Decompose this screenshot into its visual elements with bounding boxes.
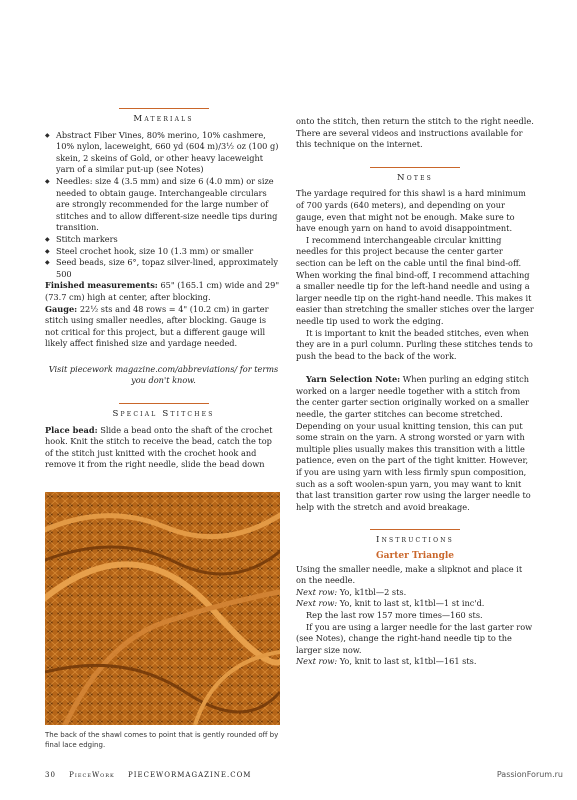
notes-paragraph: The yardage required for this shawl is a hard minimum of 700 yards (640 meters), and depending on your gauge, even that might not be enough. Make sure to have enough yarn on hand to avoid disappointment. (296, 188, 526, 234)
row-label: Next row: (296, 598, 338, 609)
finished-label: Finished measurements: (45, 280, 158, 291)
materials-item: ◆ Stitch markers (45, 234, 282, 246)
instructions-heading-block (296, 529, 534, 547)
place-bead-paragraph (45, 425, 282, 471)
notes-heading: Notes (397, 172, 433, 183)
yarn-note-label: Yarn Selection Note: (306, 374, 401, 385)
materials-list (45, 130, 282, 281)
materials-heading: Materials (133, 114, 194, 124)
notes-paragraph: It is important to knit the beaded stitches, even when they are in a purl column. Purling these stitches tends to push the bead to the back of the work. (296, 327, 533, 361)
row-text: Yo, knit to last st, k1tbl—1 st inc'd. (337, 598, 485, 609)
notes-paragraph: I recommend interchangeable circular knitting needles for this project because the center garter section can be left on the cable until the final bind-off. When working the final bind-off, I recommend attaching a smaller needle tip for the left-hand needle and using a larger needle tip on the right-hand needle. This makes it easier than stretching the smaller stiches over the larger needle tip used to work the edging. (296, 234, 534, 326)
row-text: Yo, k1tbl—2 sts. (337, 586, 407, 597)
magazine-name: PieceWork (69, 771, 115, 779)
place-bead-label: Place bead: (45, 424, 98, 435)
shawl-photo (45, 492, 280, 725)
instruction-row (296, 598, 534, 610)
special-stitches-heading-block (45, 403, 282, 421)
yarn-selection-note (296, 374, 534, 513)
heading-rule (370, 529, 460, 530)
instruction-paragraph: Using the smaller needle, make a slipknot and place it on the needle. (296, 563, 523, 586)
heading-rule (119, 403, 209, 404)
row-label: Next row: (296, 586, 338, 597)
instruction-row (296, 587, 534, 599)
yarn-note-text: When purling an edging stitch worked on a larger needle together with a stitch from the center garter section originally worked on a smaller needle, the garter stitches can become stretched. Depending on your usual knitting tension, this can put some strain on the yarn. A strong worsted or yarn with multiple plies usually makes this transition with a little patience, even on the part of the tight knitter. However, if you are using yarn with less firmly spun composition, such as a soft woolen-spun yarn, you may want to knit that last transition garter row using the larger needle to help with the stretch and avoid breakage. (296, 374, 531, 512)
page-footer (45, 771, 261, 779)
gauge (45, 304, 282, 350)
notes-heading-block (296, 167, 534, 185)
row-text: Yo, knit to last st, k1tbl—161 sts. (337, 656, 477, 667)
instruction-paragraph: If you are using a larger needle for the last garter row (see Notes), change the right-hand needle tip to the larger size now. (296, 621, 533, 655)
watermark: PassionForum.ru (496, 770, 563, 779)
garter-triangle-heading: Garter Triangle (375, 551, 455, 561)
photo-caption: The back of the shawl comes to point that is gently rounded off by final lace edging. (45, 731, 279, 749)
materials-item: ◆ Steel crochet hook, size 10 (1.3 mm) or smaller (45, 246, 282, 258)
left-column (45, 108, 282, 471)
place-bead-text: Slide a bead onto the shaft of the crochet hook. Knit the stitch to receive the bead, catch the top of the stitch just knitted with the crochet hook and remove it from the right needle, slide the bead down (45, 424, 273, 470)
materials-heading-block (45, 108, 282, 126)
heading-rule (119, 108, 209, 109)
gauge-label: Gauge: (45, 303, 78, 314)
abbreviations-note: Visit piecework magazine.com/abbreviations/ for terms you don't know. (48, 363, 279, 386)
materials-item: ◆ Seed beads, size 6°, topaz silver-lined, approximately 500 (45, 257, 282, 280)
instruction-paragraph: Rep the last row 157 more times—160 sts. (306, 609, 483, 620)
finished-text: 65" (165.1 cm) wide and 29" (73.7 cm) high at center, after blocking. (45, 280, 280, 302)
heading-rule (370, 167, 460, 168)
finished-measurements (45, 280, 282, 303)
materials-item: ◆ Needles: size 4 (3.5 mm) and size 6 (4.0 mm) or size needed to obtain gauge. Interchangeable circulars are strongly recommended for the large number of stitches and to allow different-size needle tips during transition. (45, 176, 282, 234)
materials-item: ◆ Abstract Fiber Vines, 80% merino, 10% cashmere, 10% nylon, laceweight, 660 yd (604 m)/3½ oz (100 g) skein, 2 skeins of Gold, or other heavy laceweight yarn of a similar put-up (see Notes) (45, 130, 282, 176)
continuation-paragraph: onto the stitch, then return the stitch to the right needle. There are several videos and instructions available for this technique on the internet. (296, 116, 534, 150)
magazine-website: PIECEWORMAGAZINE.COM (128, 771, 252, 779)
gauge-text: 22½ sts and 48 rows = 4" (10.2 cm) in garter stitch using smaller needles, after blocking. Gauge is not critical for this project, but a different gauge will likely affect finished size and yardage needed. (45, 303, 269, 349)
row-label: Next row: (296, 656, 338, 667)
right-column (296, 116, 534, 668)
page-number: 30 (45, 771, 56, 779)
instruction-row (296, 656, 534, 668)
lace-pattern-image (45, 492, 280, 725)
special-stitches-heading: Special Stitches (112, 409, 215, 420)
instructions-heading: Instructions (376, 535, 454, 546)
